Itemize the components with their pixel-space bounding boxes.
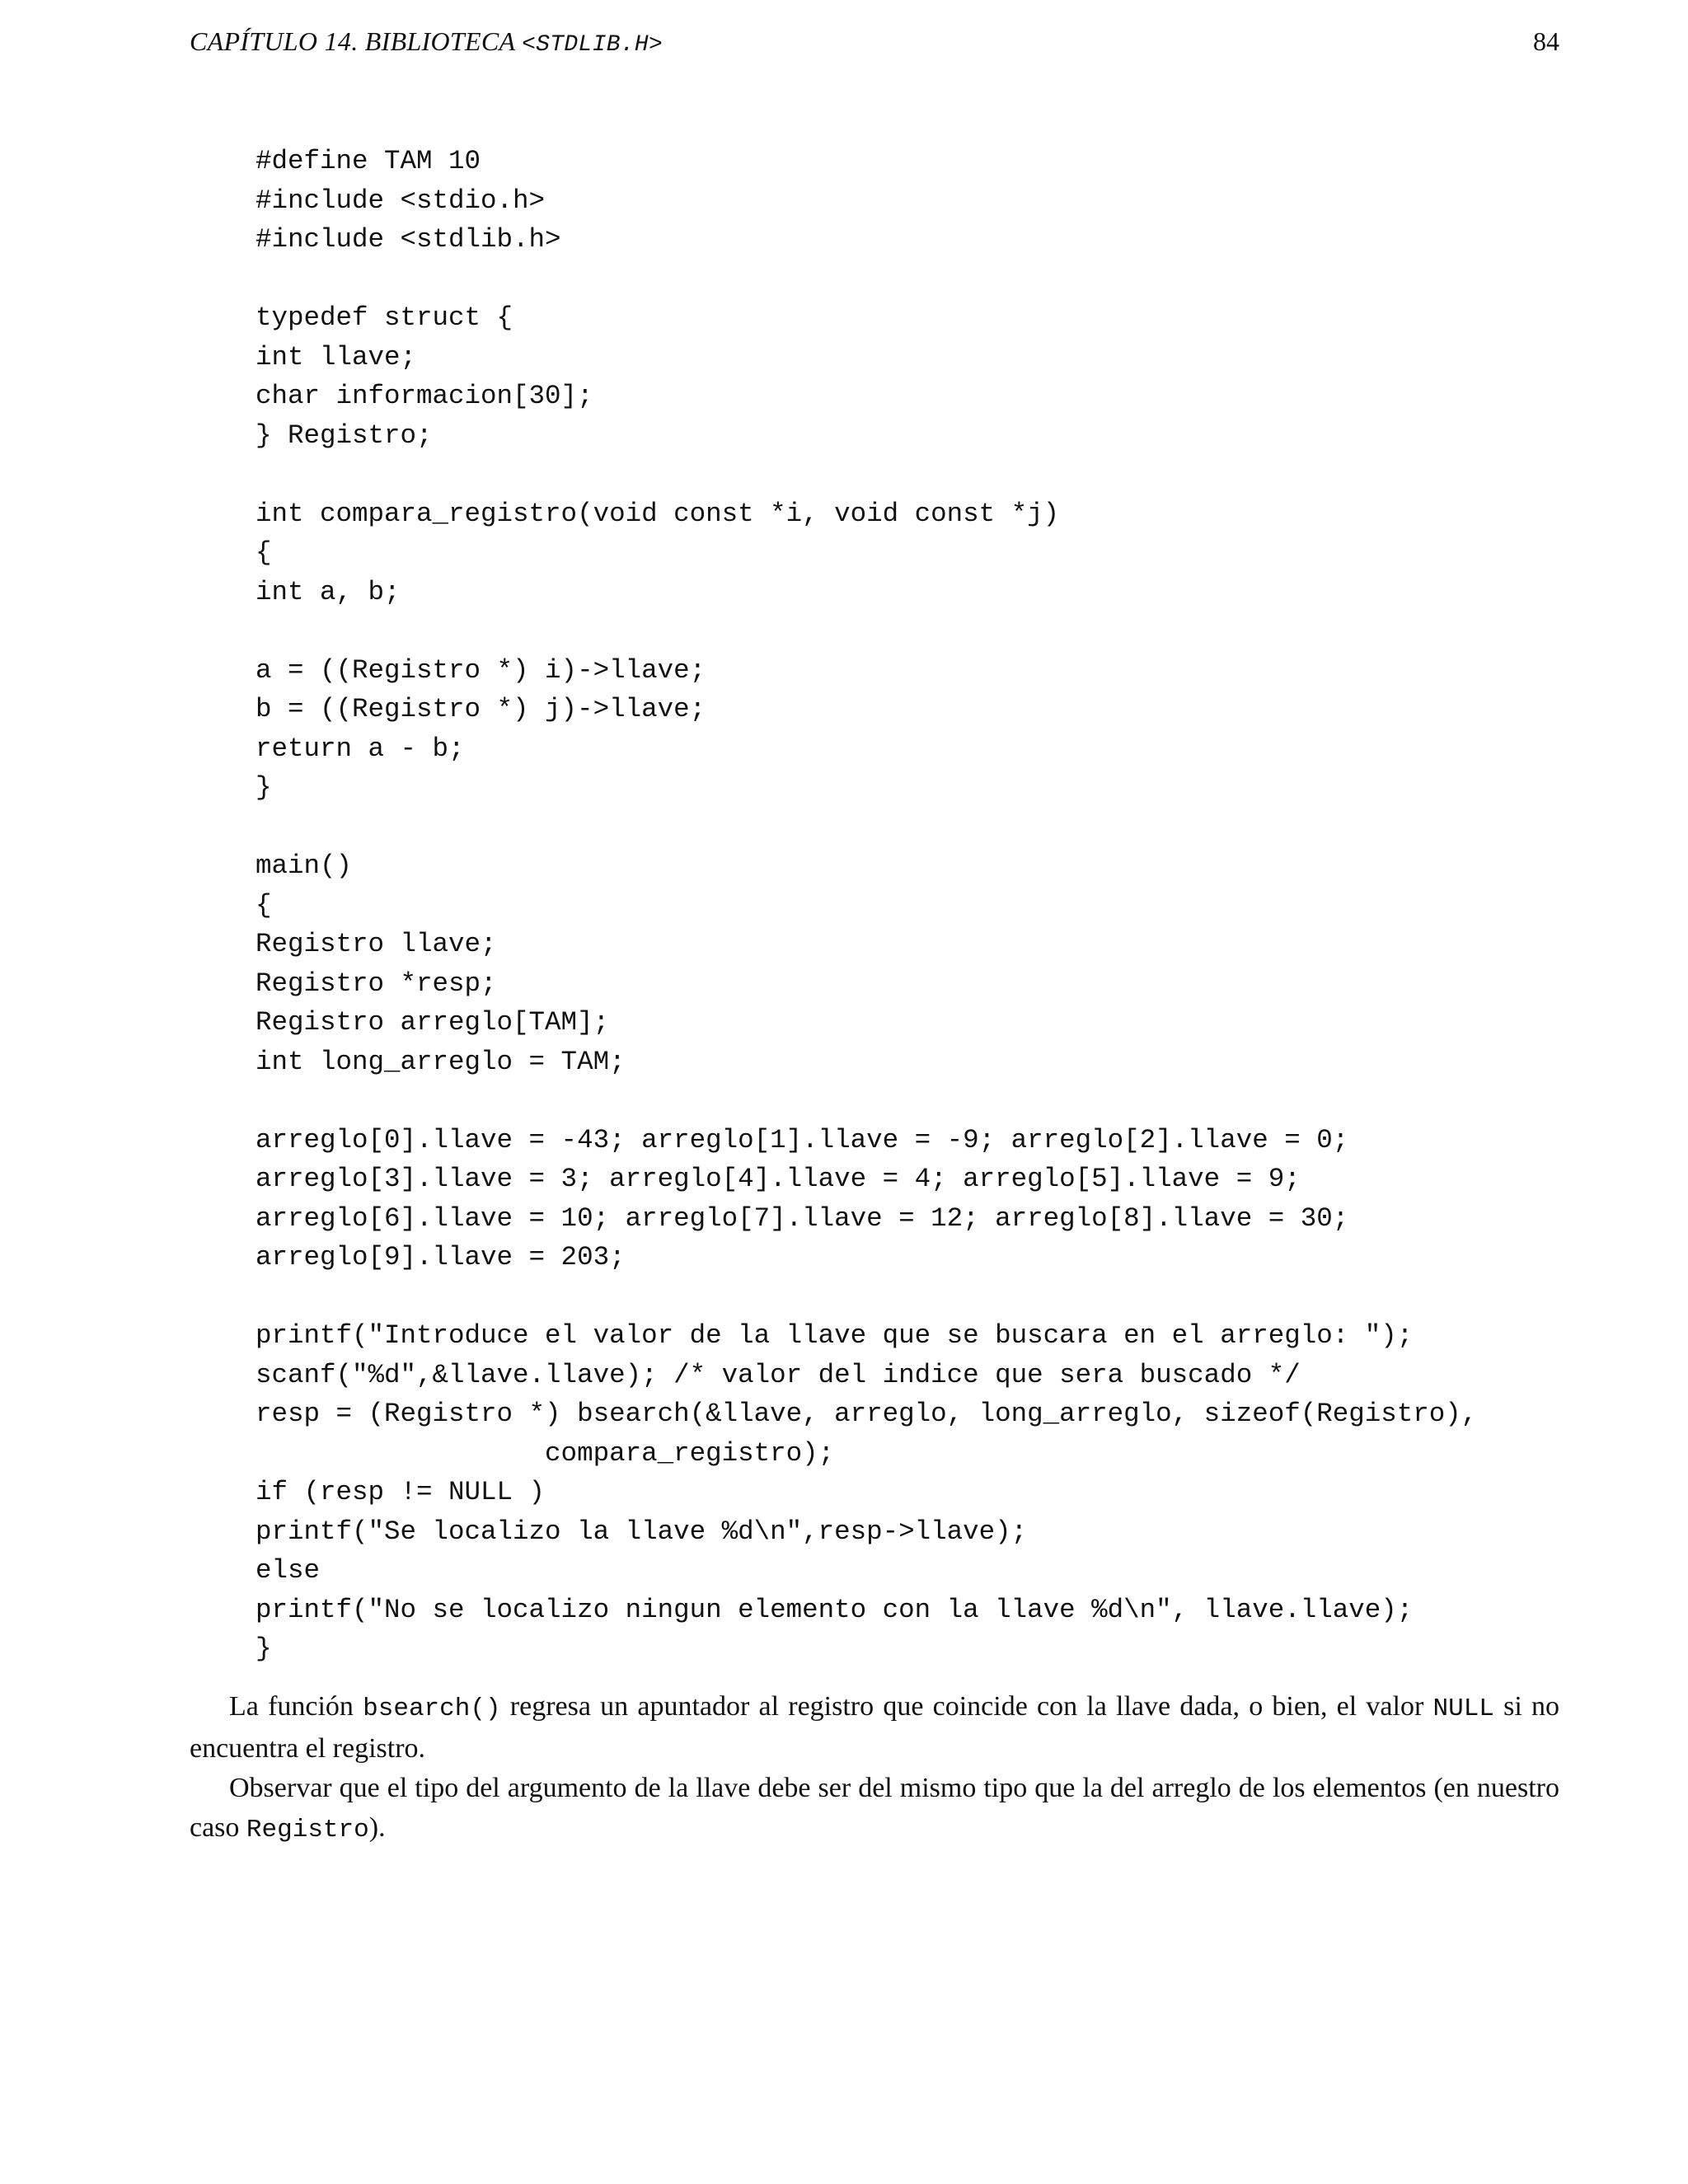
code-line: b = ((Registro *) j)->llave; — [256, 694, 706, 724]
code-line: Registro *resp; — [256, 968, 497, 999]
code-line: main() — [256, 851, 353, 881]
inline-code-null: NULL — [1432, 1694, 1494, 1723]
code-line: Registro llave; — [256, 929, 497, 959]
code-line: } Registro; — [256, 419, 433, 451]
code-line: scanf("%d",&llave.llave); /* valor del indice que sera buscado */ — [256, 1359, 1301, 1390]
page-number: 84 — [1533, 26, 1559, 56]
paragraph-bsearch-return — [190, 1687, 1559, 1769]
code-line: } — [256, 772, 272, 803]
code-line: int long_arreglo = TAM; — [256, 1046, 626, 1077]
code-line: arreglo[6].llave = 10; arreglo[7].llave = 12; arreglo[8].llave = 30; — [256, 1202, 1349, 1234]
code-line: else — [256, 1555, 321, 1586]
inline-code-registro: Registro — [246, 1816, 369, 1844]
running-header — [190, 26, 1559, 68]
code-line: { — [256, 889, 272, 921]
code-line: arreglo[9].llave = 203; — [256, 1242, 626, 1272]
code-line: { — [256, 537, 272, 568]
code-line: printf("Introduce el valor de la llave que se buscara en el arreglo: "); — [256, 1320, 1414, 1351]
code-line — [256, 1081, 1591, 1121]
code-line: } — [256, 1633, 272, 1664]
code-line: arreglo[0].llave = -43; arreglo[1].llave = -9; arreglo[2].llave = 0; — [256, 1124, 1349, 1155]
code-line: compara_registro); — [256, 1437, 835, 1469]
code-line — [256, 1277, 1591, 1317]
code-line: typedef struct { — [256, 302, 513, 333]
code-line — [256, 808, 1591, 847]
chapter-title — [190, 26, 663, 58]
code-line: resp = (Registro *) bsearch(&llave, arreglo, long_arreglo, sizeof(Registro), — [256, 1399, 1478, 1429]
chapter-title-text: CAPÍTULO 14. BIBLIOTECA — [190, 26, 523, 56]
code-line — [256, 260, 1591, 299]
inline-code-bsearch: bsearch() — [363, 1694, 501, 1723]
code-line: char informacion[30]; — [256, 381, 593, 411]
code-line: if (resp != NULL ) — [256, 1477, 546, 1507]
chapter-title-header-file: <STDLIB.H> — [522, 32, 663, 58]
paragraph-text: si no encuentra el registro. — [190, 1691, 1559, 1764]
code-line: int compara_registro(void const *i, void const *j) — [256, 498, 1060, 529]
code-line: int a, b; — [256, 576, 401, 607]
code-line — [256, 455, 1591, 494]
code-line: #define TAM 10 — [256, 146, 481, 176]
code-line: printf("Se localizo la llave %d\n",resp->llave); — [256, 1516, 1028, 1547]
code-line: int llave; — [256, 341, 417, 373]
body-text — [190, 1687, 1559, 1850]
code-listing — [256, 142, 1591, 1669]
code-line: a = ((Registro *) i)->llave; — [256, 654, 706, 686]
paragraph-key-type — [190, 1769, 1559, 1850]
code-line: arreglo[3].llave = 3; arreglo[4].llave = 4; arreglo[5].llave = 9; — [256, 1164, 1301, 1194]
code-line: #include <stdlib.h> — [256, 224, 561, 255]
code-line: printf("No se localizo ningun elemento con la llave %d\n", llave.llave); — [256, 1594, 1414, 1625]
paragraph-text: ). — [368, 1812, 386, 1843]
code-line: Registro arreglo[TAM]; — [256, 1007, 610, 1038]
code-line — [256, 612, 1591, 651]
code-line: #include <stdio.h> — [256, 185, 546, 216]
paragraph-text: regresa un apuntador al registro que coincide con la llave dada, o bien, el valor — [500, 1691, 1433, 1722]
paragraph-text: Observar que el tipo del argumento de la llave debe ser del mismo tipo que la del arreglo de los elementos (en nuestro caso — [190, 1773, 1559, 1843]
paragraph-text: La función — [229, 1691, 363, 1722]
code-line: return a - b; — [256, 733, 465, 764]
